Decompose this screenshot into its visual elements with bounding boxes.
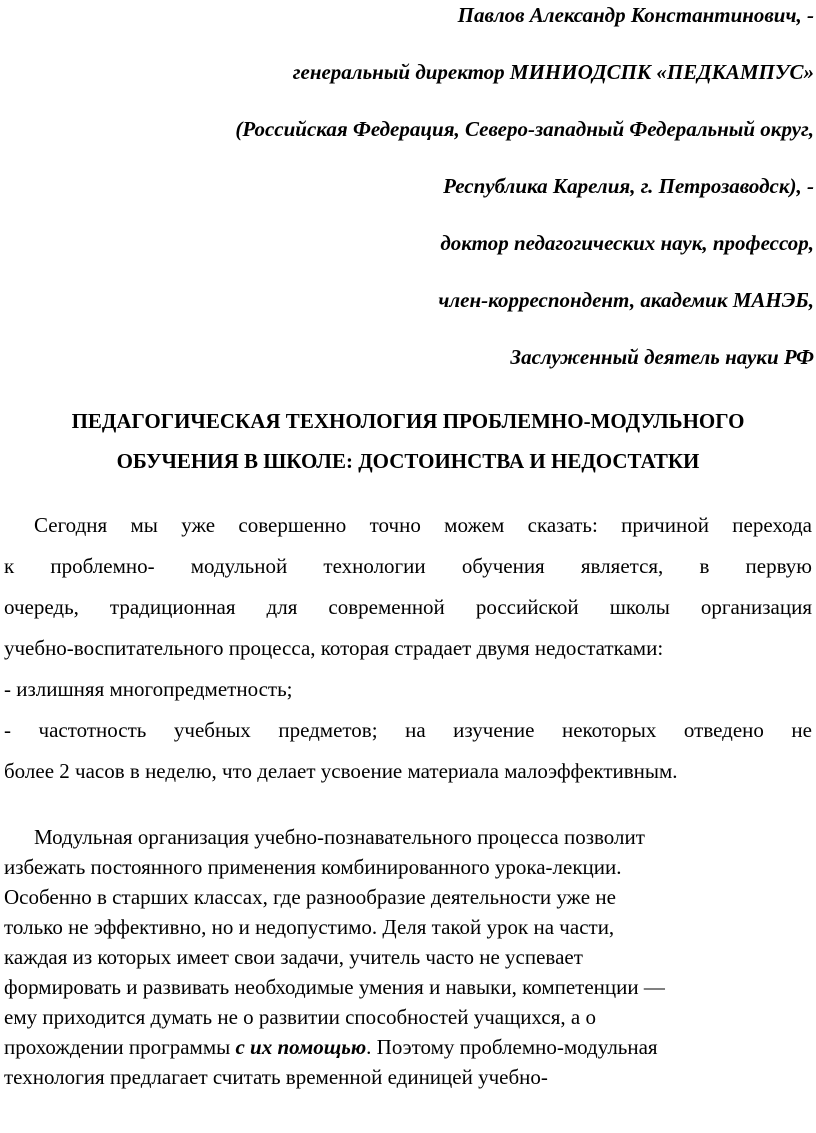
paragraph-2-line-7: ему приходится думать не о развитии способностей учащихся, а о	[4, 1005, 596, 1029]
emphasized-phrase: с их помощью	[235, 1035, 367, 1059]
title-line-2: ОБУЧЕНИЯ В ШКОЛЕ: ДОСТОИНСТВА И НЕДОСТАТКИ	[116, 449, 700, 473]
paragraph-2-line-5: каждая из которых имеет свои задачи, учитель часто не успевает	[4, 945, 583, 969]
title-line-1: ПЕДАГОГИЧЕСКАЯ ТЕХНОЛОГИЯ ПРОБЛЕМНО-МОДУЛЬНОГО	[71, 409, 745, 433]
line-8-end: . Поэтому проблемно-модульная	[366, 1035, 658, 1059]
paragraph-2-line-2: избежать постоянного применения комбинированного урока-лекции.	[4, 855, 622, 879]
list-item-2-line-1: - частотность учебных предметов; на изучение некоторых отведено не	[4, 718, 812, 742]
author-position: генеральный директор МИНИОДСПК «ПЕДКАМПУС»	[292, 60, 814, 84]
article-body-bottom	[4, 822, 812, 1092]
article-body-top	[4, 505, 812, 792]
author-location-2: Республика Карелия, г. Петрозаводск), -	[443, 174, 814, 198]
list-item-2-line-2: более 2 часов в неделю, что делает усвоение материала малоэффективным.	[4, 759, 678, 783]
line-8-start: прохождении программы	[4, 1035, 236, 1059]
paragraph-2-line-6: формировать и развивать необходимые умения и навыки, компетенции —	[4, 975, 665, 999]
paragraph-2-line-3: Особенно в старших классах, где разнообразие деятельности уже не	[4, 885, 616, 909]
author-info	[34, 0, 814, 399]
author-location-1: (Российская Федерация, Северо-западный Федеральный округ,	[235, 117, 814, 141]
paragraph-2-line-4: только не эффективно, но и недопустимо. Деля такой урок на части,	[4, 915, 615, 939]
paragraph-1-line-2: к проблемно- модульной технологии обучения является, в первую	[4, 554, 812, 578]
paragraph-1-line-3: очередь, традиционная для современной российской школы организация	[4, 595, 812, 619]
author-membership: член-корреспондент, академик МАНЭБ,	[438, 288, 814, 312]
author-name: Павлов Александр Константинович, -	[457, 3, 814, 27]
article-title	[0, 401, 816, 481]
paragraph-2-line-1: Модульная организация учебно-познавательного процесса позволит	[34, 825, 645, 849]
author-honor: Заслуженный деятель науки РФ	[510, 345, 814, 369]
author-degree: доктор педагогических наук, профессор,	[440, 231, 814, 255]
paragraph-1-line-1: Сегодня мы уже совершенно точно можем сказать: причиной перехода	[34, 513, 812, 537]
paragraph-2-line-9: технология предлагает считать временной единицей учебно-	[4, 1065, 548, 1089]
paragraph-2-line-8	[4, 1032, 812, 1062]
list-item-1: - излишняя многопредметность;	[4, 677, 293, 701]
paragraph-1-line-4: учебно-воспитательного процесса, которая страдает двумя недостатками:	[4, 636, 664, 660]
